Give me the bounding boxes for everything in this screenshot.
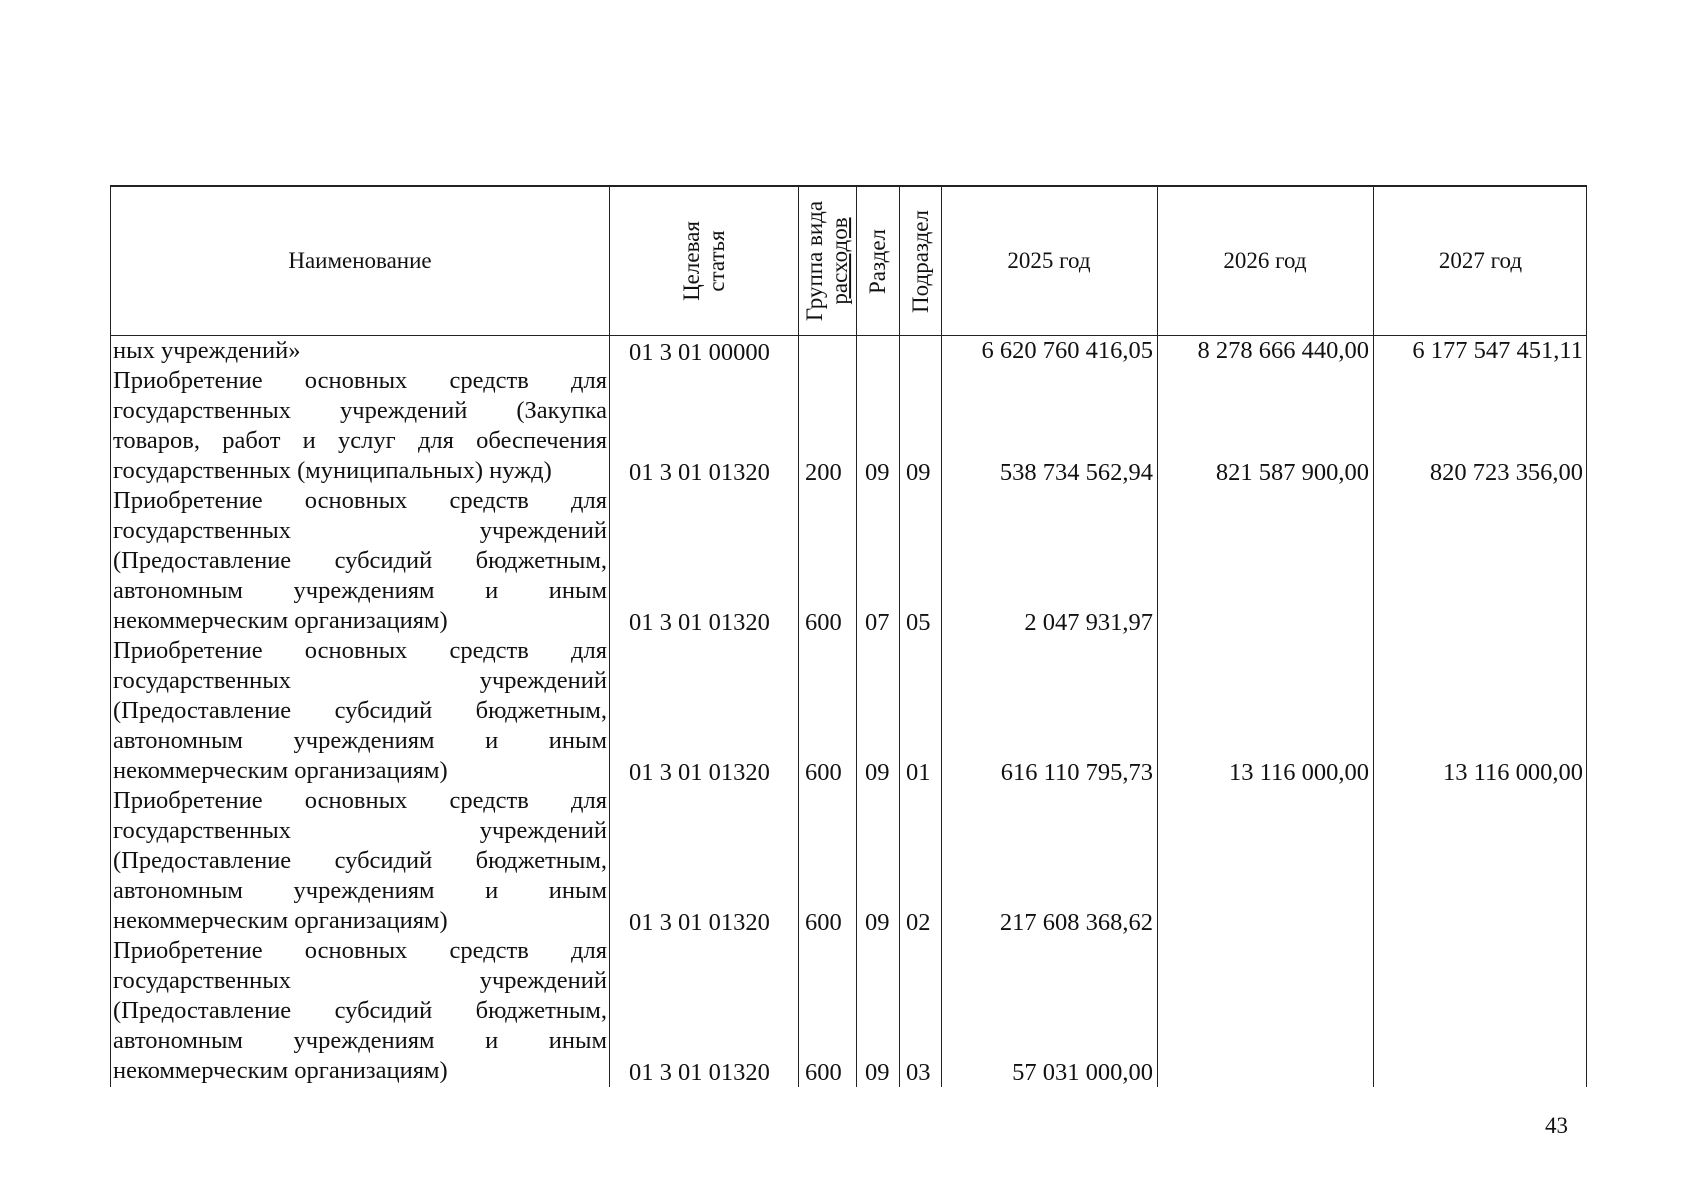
page-number: 43	[1545, 1113, 1568, 1138]
row-name: ных учреждений»	[113, 337, 301, 364]
row-amount-2026: 13 116 000,00	[1229, 759, 1369, 786]
row-section: 09	[865, 909, 890, 936]
row-amount-2026: 8 278 666 440,00	[1197, 337, 1369, 364]
row-amount-2025: 538 734 562,94	[999, 459, 1153, 486]
header-subsection	[899, 187, 941, 335]
row-amount-2025: 57 031 000,00	[1012, 1059, 1153, 1086]
row-subsection: 09	[906, 459, 931, 486]
row-target-code: 01 3 01 01320	[629, 759, 770, 786]
row-amount-2025: 6 620 760 416,05	[981, 337, 1153, 364]
row-name: Приобретение основных средств для государственных учреждений (Предоставление субсидий бюджетным, автономным учреждениям и иным некоммерческим организациям)	[113, 637, 607, 784]
header-section	[856, 187, 899, 335]
header-2026: 2026 год	[1223, 248, 1307, 273]
row-expense-group: 200	[805, 459, 842, 486]
row-name: Приобретение основных средств для государственных учреждений (Предоставление субсидий бюджетным, автономным учреждениям и иным некоммерческим организациям)	[113, 487, 607, 634]
row-amount-2025: 217 608 368,62	[999, 909, 1153, 936]
row-expense-group: 600	[805, 1059, 842, 1086]
row-amount-2025: 2 047 931,97	[1024, 609, 1153, 636]
row-target-code: 01 3 01 01320	[629, 1059, 770, 1086]
row-name: Приобретение основных средств для государственных учреждений (Предоставление субсидий бюджетным, автономным учреждениям и иным некоммерческим организациям)	[113, 787, 607, 934]
header-group-line2: расходов	[827, 217, 853, 305]
row-subsection: 05	[906, 609, 931, 636]
row-target-code: 01 3 01 01320	[629, 459, 770, 486]
header-2027: 2027 год	[1438, 248, 1523, 273]
row-subsection: 01	[906, 759, 931, 786]
row-target-code: 01 3 01 01320	[629, 909, 770, 936]
row-subsection: 02	[906, 909, 931, 936]
row-expense-group: 600	[805, 759, 842, 786]
row-amount-2026: 821 587 900,00	[1215, 459, 1369, 486]
row-amount-2027: 13 116 000,00	[1443, 759, 1583, 786]
row-amount-2027: 820 723 356,00	[1429, 459, 1583, 486]
row-amount-2025: 616 110 795,73	[1000, 759, 1153, 786]
header-name: Наименование	[288, 248, 432, 273]
header-target-line2: статья	[703, 230, 729, 292]
row-target-code: 01 3 01 00000	[629, 339, 770, 366]
row-expense-group: 600	[805, 909, 842, 936]
row-amount-2027: 6 177 547 451,11	[1412, 337, 1583, 364]
budget-table	[110, 185, 1587, 1087]
header-target-line1: Целевая	[678, 221, 704, 301]
header-section-label: Раздел	[865, 228, 890, 294]
header-group-line1: Группа вида	[802, 200, 828, 322]
row-section: 09	[865, 1059, 890, 1086]
row-subsection: 03	[906, 1059, 931, 1086]
row-section: 07	[865, 609, 890, 636]
header-target-article	[609, 187, 798, 335]
row-name: Приобретение основных средств для государственных учреждений (Закупка товаров, работ и услуг для обеспечения государственных (муниципальных) нужд)	[113, 367, 607, 484]
header-2025: 2025 год	[1007, 248, 1091, 273]
row-section: 09	[865, 759, 890, 786]
row-expense-group: 600	[805, 609, 842, 636]
header-subsection-label: Подраздел	[907, 209, 933, 313]
row-section: 09	[865, 459, 890, 486]
row-name: Приобретение основных средств для государственных учреждений (Предоставление субсидий бюджетным, автономным учреждениям и иным некоммерческим организациям)	[113, 937, 607, 1084]
row-target-code: 01 3 01 01320	[629, 609, 770, 636]
header-expense-group	[798, 187, 856, 335]
